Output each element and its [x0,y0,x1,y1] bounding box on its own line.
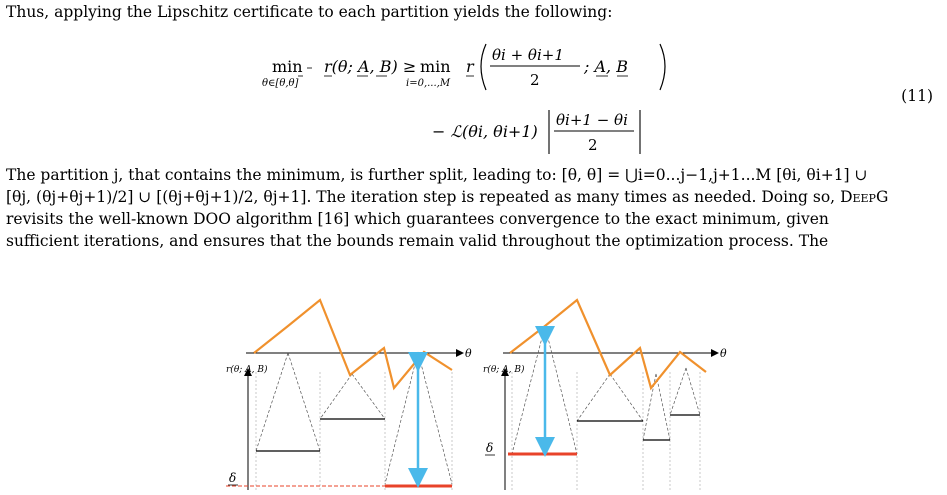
paragraph-line-1: The partition j, that contains the minimum, is further split, leading to: [θ, θ] = ⋃i=0...j−1,j+1...M [θi, θi+1] ∪ [6,166,868,184]
rhs-r: r [466,57,474,76]
y-axis-label: r(θ; A, B) [483,365,525,375]
lhs-min-subscript: θ∈[θ,θ] [262,78,299,89]
figure-left [226,300,472,492]
lhs-min-operator: min [272,57,303,76]
equation-number: (11) [901,87,933,105]
paragraph-line-2-text: [θj, (θj+θj+1)/2] ∪ [(θj+θj+1)/2, θj+1]. The iteration step is repeated as many times as needed. Doing so, [6,188,836,206]
paragraph-line-4: sufficient iterations, and ensures that the bounds remain valid throughout the optimization process. The [6,232,829,250]
delta-label: δ [229,471,237,485]
x-axis-label: θ [465,347,472,360]
rhs-min-subscript: i=0,...,M [406,78,451,89]
equation-11 [0,30,947,160]
rhs-min-operator: min [420,57,451,76]
deepg-name: DeepG [840,188,889,206]
lipschitz-term: − ℒ(θi, θi+1) [432,122,538,141]
y-axis-label: r(θ; A, B) [226,365,268,375]
x-axis-label: θ [720,347,727,360]
objective-curve [510,300,706,388]
rhs-arguments: ; A, B [584,57,628,76]
frac2-numerator: θi+1 − θi [556,111,628,129]
figure-right [483,300,727,492]
paragraph-line-2 [6,187,888,207]
paragraph-line-3: revisits the well-known DOO algorithm [16] which guarantees convergence to the exact minimum, given [6,210,829,228]
lhs-function: r(θ; A, B) ≥ [324,57,417,76]
frac1-denominator: 2 [530,71,540,89]
figure-doo-illustration [0,347,947,495]
delta-label: δ [486,441,494,455]
paragraph-intro: Thus, applying the Lipschitz certificate to each partition yields the following: [6,3,613,21]
frac2-denominator: 2 [588,136,598,154]
frac1-numerator: θi + θi+1 [492,46,564,64]
